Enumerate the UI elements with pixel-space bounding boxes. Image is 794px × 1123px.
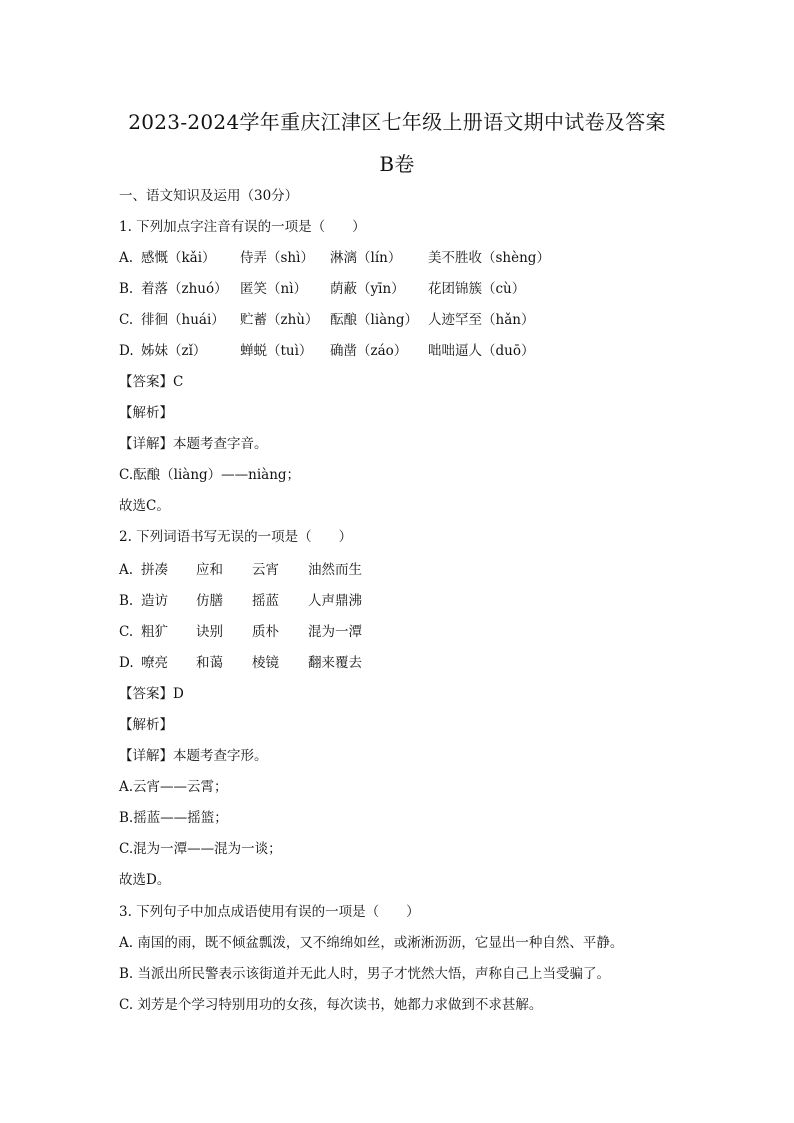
option-item: 花团锦簇（cù） [428,281,526,297]
option-item: 酝酿（liàng） [330,312,419,328]
option-item: 和蔼 [196,655,223,671]
q2-analysis-label: 【解析】 [119,717,173,733]
option-item: 姊妹（zǐ） [141,343,207,359]
option-item: 拼凑 [141,562,168,578]
option-item: 摇蓝 [252,593,279,609]
document-subtitle: B卷 [379,152,415,176]
option-label: C. [119,312,134,328]
option-item: 咄咄逼人（duō） [428,343,535,359]
q2-stem: 2. 下列词语书写无误的一项是（ ） [119,529,353,545]
option-item: 荫蔽（yīn） [330,281,405,297]
option-item: 云宵 [252,562,279,578]
option-label: B. [119,281,134,297]
option-item: 混为一潭 [308,624,362,640]
option-item: 美不胜收（shèng） [428,250,550,266]
option-label: A. [119,250,134,266]
option-item: 蝉蜕（tuì） [240,343,313,359]
option-item: 粗犷 [141,624,168,640]
option-item: 匿笑（nì） [240,281,308,297]
q1-explanation-line: C.酝酿（liàng）——niàng； [119,467,301,483]
q1-conclusion: 故选C。 [119,498,170,514]
option-label: C. [119,624,134,640]
q1-detail: 【详解】本题考查字音。 [119,436,268,452]
option-item: 徘徊（huái） [141,312,225,328]
option-item: 油然而生 [308,562,362,578]
option-item: 侍弄（shì） [240,250,314,266]
option-item: 确凿（záo） [330,343,408,359]
option-label: A. [119,562,134,578]
option-item: 仿膳 [196,593,223,609]
document-title: 2023-2024学年重庆江津区七年级上册语文期中试卷及答案 [128,110,666,134]
q2-answer: 【答案】D [119,686,184,702]
q3-option-a: A. 南国的雨，既不倾盆瓢泼，又不绵绵如丝，或淅淅沥沥，它显出一种自然、平静。 [119,935,624,951]
option-item: 着落（zhuó） [141,281,228,297]
q3-option-b: B. 当派出所民警表示该街道并无此人时，男子才恍然大悟，声称自己上当受骗了。 [119,966,611,982]
q1-stem: 1. 下列加点字注音有误的一项是（ ） [119,219,366,235]
option-label: B. [119,593,134,609]
q2-explanation-line: B.摇蓝——摇篮； [119,810,228,826]
option-item: 嘹亮 [141,655,168,671]
option-item: 诀别 [196,624,223,640]
q1-analysis-label: 【解析】 [119,405,173,421]
q3-option-c: C. 刘芳是个学习特别用功的女孩，每次读书，她都力求做到不求甚解。 [119,997,543,1013]
option-item: 人声鼎沸 [308,593,362,609]
option-item: 贮蓄（zhù） [240,312,319,328]
option-item: 人迹罕至（hǎn） [428,312,535,328]
option-label: D. [119,343,134,359]
q2-explanation-line: C.混为一潭——混为一谈； [119,841,282,857]
option-item: 感慨（kǎi） [141,250,216,266]
option-item: 质朴 [252,624,279,640]
option-item: 棱镜 [252,655,279,671]
q2-explanation-line: A.云宵——云霄； [119,779,228,795]
q3-stem: 3. 下列句子中加点成语使用有误的一项是（ ） [119,904,420,920]
q1-answer: 【答案】C [119,374,184,390]
option-item: 翻来覆去 [308,655,362,671]
q2-conclusion: 故选D。 [119,872,171,888]
option-item: 造访 [141,593,168,609]
option-label: D. [119,655,134,671]
q2-detail: 【详解】本题考查字形。 [119,748,268,764]
option-item: 淋漓（lín） [330,250,402,266]
option-item: 应和 [196,562,223,578]
section-heading: 一、语文知识及运用（30分） [119,188,299,204]
